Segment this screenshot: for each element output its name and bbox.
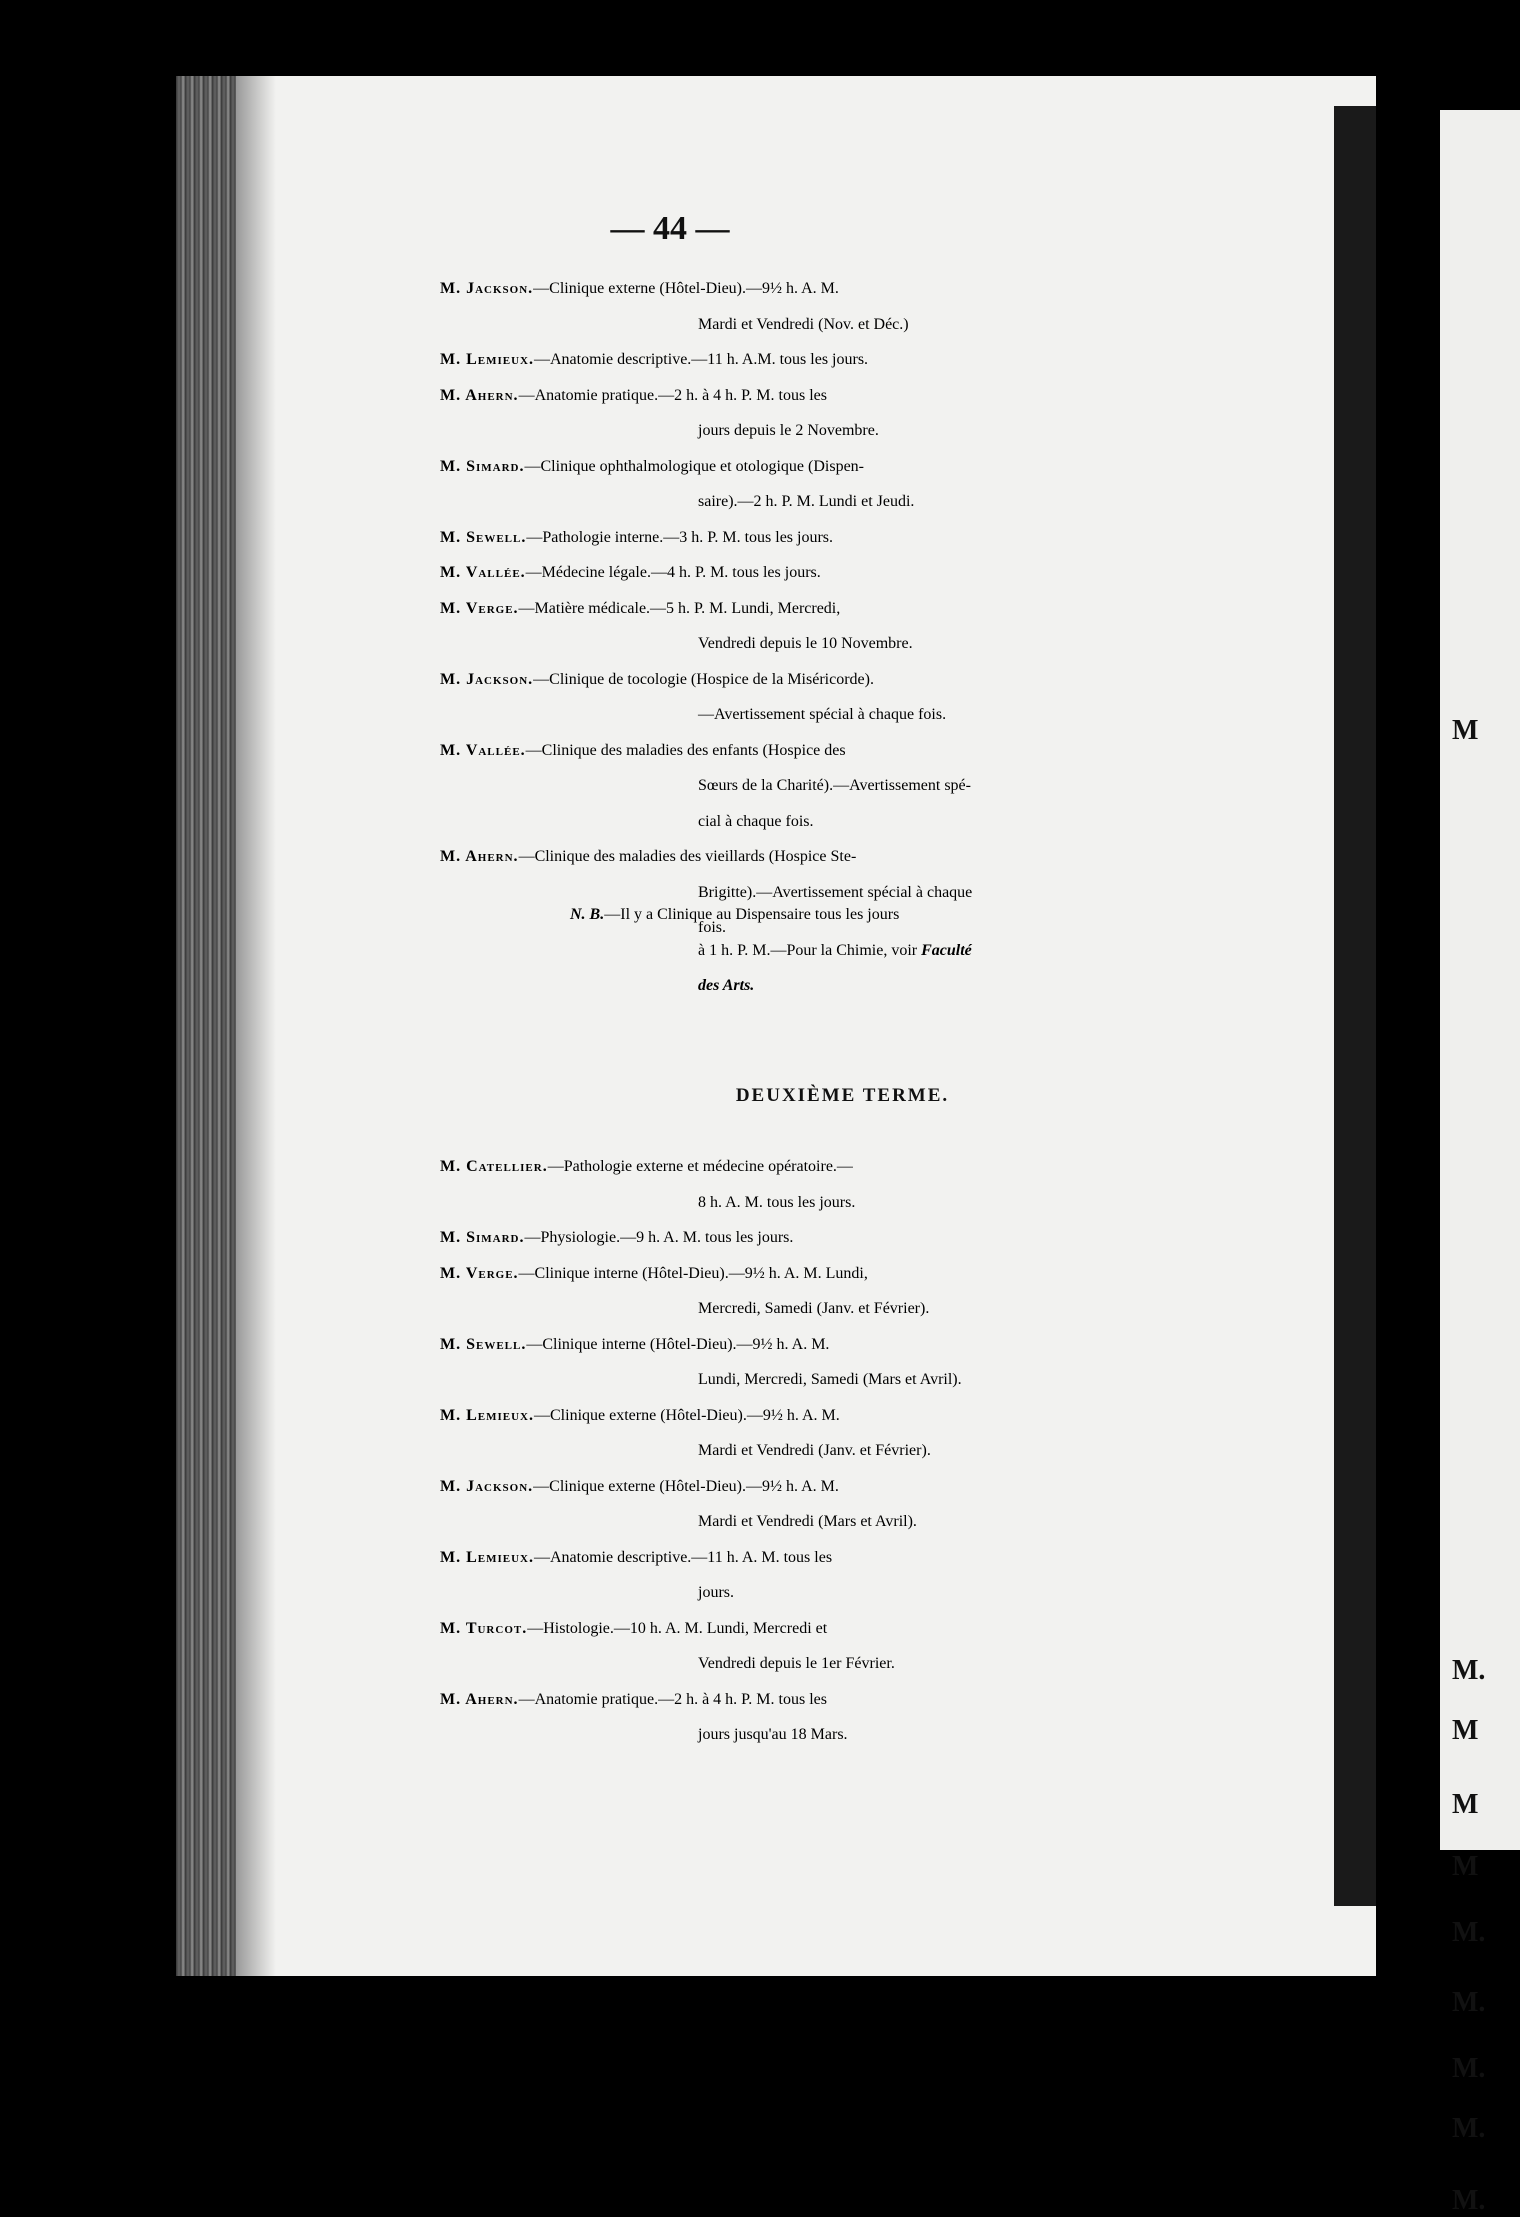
course-text: Lundi, Mercredi, Samedi (Mars et Avril). [698,1371,962,1388]
entry-first-line [440,1478,1245,1514]
course-entry [440,1265,1245,1336]
course-text: —Clinique externe (Hôtel-Dieu).—9½ h. A. M. [534,1406,840,1424]
course-text: jours jusqu'au 18 Mars. [698,1726,848,1743]
professor-name: M. Ahern. [440,1690,519,1708]
entry-first-line [440,1407,1245,1443]
entry-continuation-line [440,1371,1245,1407]
professor-name: M. Verge. [440,1264,519,1282]
course-entry [440,1478,1245,1549]
course-entry [440,671,1245,742]
professor-name: M. Vallée. [440,741,526,759]
spine-shadow [236,76,276,1976]
entry-first-line [440,1158,1245,1194]
course-text: Mardi et Vendredi (Janv. et Février). [698,1442,931,1459]
entry-continuation-line [440,635,1245,671]
course-text: —Clinique interne (Hôtel-Dieu).—9½ h. A. M. Lundi, [518,1264,868,1282]
page-number: — 44 — [610,210,730,247]
entry-continuation-line [440,777,1245,813]
course-entry [440,529,1245,565]
course-text: —Clinique des maladies des enfants (Hospice des [525,741,846,759]
course-text: —Anatomie pratique.—2 h. à 4 h. P. M. tous les [518,1690,827,1708]
course-text: saire).—2 h. P. M. Lundi et Jeudi. [698,493,915,510]
margin-letter: M [1452,1851,1479,1882]
margin-letter: M. [1452,2185,1486,2216]
course-entry [440,1407,1245,1478]
professor-name: M. Lemieux. [440,351,534,368]
entry-continuation-line [440,1442,1245,1478]
section-heading: DEUXIÈME TERME. [735,1085,950,1106]
entry-continuation-line [440,1584,1245,1620]
entry-first-line [440,529,1245,565]
entry-continuation-line [440,1194,1245,1230]
entry-continuation-line [440,316,1245,352]
nota-bene [570,906,1250,1013]
course-text: jours depuis le 2 Novembre. [698,422,879,439]
nb-label: N. B. [570,906,605,923]
course-text: Vendredi depuis le 1er Février. [698,1655,895,1672]
margin-letter: M. [1452,1655,1486,1686]
course-text: —Anatomie descriptive.—11 h. A.M. tous les jours. [534,351,869,368]
entry-continuation-line [440,422,1245,458]
entry-first-line [440,458,1245,494]
entry-continuation-line [440,1513,1245,1549]
course-entry [440,564,1245,600]
professor-name: M. Jackson. [440,670,534,688]
professor-name: M. Simard. [440,457,525,475]
course-entry [440,351,1245,387]
nb-text-1: —Il y a Clinique au Dispensaire tous les jours [604,906,900,923]
professor-name: M. Jackson. [440,280,534,297]
entry-continuation-line [440,1300,1245,1336]
margin-letter: M [1452,715,1479,746]
entry-first-line [440,280,1245,316]
professor-name: M. Turcot. [440,1619,528,1637]
course-text: —Médecine légale.—4 h. P. M. tous les jours. [525,564,821,581]
entry-continuation-line [440,813,1245,849]
course-entry [440,1336,1245,1407]
entry-continuation-line [440,1655,1245,1691]
course-text: —Pathologie externe et médecine opératoire.— [547,1158,853,1175]
nb-text-2: à 1 h. P. M.—Pour la Chimie, voir [698,941,922,959]
course-text: Sœurs de la Charité).—Avertissement spé- [698,777,971,794]
course-text: —Matière médicale.—5 h. P. M. Lundi, Mercredi, [518,599,841,617]
entry-first-line [440,848,1245,884]
course-text: —Clinique interne (Hôtel-Dieu).—9½ h. A. M. [526,1335,830,1353]
course-entry [440,387,1245,458]
course-entry [440,280,1245,351]
professor-name: M. Vallée. [440,564,526,581]
professor-name: M. Jackson. [440,1477,534,1495]
entry-first-line [440,1620,1245,1656]
course-text: —Clinique ophthalmologique et otologique (Dispen- [524,457,865,475]
entry-continuation-line [440,706,1245,742]
course-entry [440,1691,1245,1762]
page-edge-shadow [1334,106,1376,1906]
course-text: —Avertissement spécial à chaque fois. [698,706,947,723]
page-spine [176,76,236,1976]
margin-letter: M. [1452,1987,1486,2018]
course-text: Mardi et Vendredi (Nov. et Déc.) [698,315,909,333]
nb-line-1 [570,906,1250,942]
margin-letter: M. [1452,2113,1486,2144]
margin-letter: M [1452,1789,1479,1820]
course-text: cial à chaque fois. [698,812,814,830]
course-text: —Pathologie interne.—3 h. P. M. tous les jours. [526,528,834,546]
course-text: —Clinique externe (Hôtel-Dieu).—9½ h. A. M. [533,1477,839,1495]
entry-first-line [440,600,1245,636]
course-entry [440,1620,1245,1691]
entry-continuation-line [440,493,1245,529]
course-entry [440,1158,1245,1229]
nb-italic-2: Faculté [921,941,972,959]
course-text: —Histologie.—10 h. A. M. Lundi, Mercredi et [527,1619,828,1637]
course-text: —Clinique de tocologie (Hospice de la Miséricorde). [533,670,874,688]
course-entry [440,1549,1245,1620]
entry-first-line [440,1691,1245,1727]
margin-letter: M. [1452,1917,1486,1948]
entry-first-line [440,564,1245,600]
course-entry [440,742,1245,849]
course-text: —Clinique des maladies des vieillards (Hospice Ste- [518,848,857,865]
entry-first-line [440,351,1245,387]
entry-first-line [440,1549,1245,1585]
professor-name: M. Catellier. [440,1158,548,1175]
nb-line-3 [570,977,1250,1013]
professor-name: M. Sewell. [440,528,527,546]
entry-first-line [440,387,1245,423]
entry-first-line [440,1229,1245,1265]
course-text: jours. [698,1584,734,1601]
nb-line-2 [570,942,1250,978]
course-text: —Physiologie.—9 h. A. M. tous les jours. [524,1229,794,1246]
margin-letter: M. [1452,2053,1486,2084]
course-text: Mardi et Vendredi (Mars et Avril). [698,1513,917,1530]
professor-name: M. Sewell. [440,1335,527,1353]
professor-name: M. Ahern. [440,848,519,865]
course-entry [440,600,1245,671]
entry-first-line [440,742,1245,778]
adjacent-page-fragment [1440,110,1520,2216]
course-text: Brigitte).—Avertissement spécial à chaque [698,883,973,901]
course-text: fois. [698,919,726,936]
margin-letter: M [1452,1715,1479,1746]
course-entry [440,458,1245,529]
professor-name: M. Simard. [440,1229,525,1246]
professor-name: M. Lemieux. [440,1548,534,1566]
professor-name: M. Ahern. [440,386,519,404]
course-text: Mercredi, Samedi (Janv. et Février). [698,1300,930,1317]
course-entry [440,1229,1245,1265]
nb-italic-3: des Arts. [698,977,755,994]
course-text: —Clinique externe (Hôtel-Dieu).—9½ h. A. M. [533,280,839,297]
entry-first-line [440,1336,1245,1372]
entry-first-line [440,1265,1245,1301]
entry-continuation-line [440,1726,1245,1762]
course-text: —Anatomie descriptive.—11 h. A. M. tous les [534,1548,833,1566]
course-text: —Anatomie pratique.—2 h. à 4 h. P. M. tous les [518,386,827,404]
course-text: 8 h. A. M. tous les jours. [698,1193,856,1211]
course-text: Vendredi depuis le 10 Novembre. [698,635,913,652]
professor-name: M. Lemieux. [440,1406,534,1424]
professor-name: M. Verge. [440,599,519,617]
entry-first-line [440,671,1245,707]
